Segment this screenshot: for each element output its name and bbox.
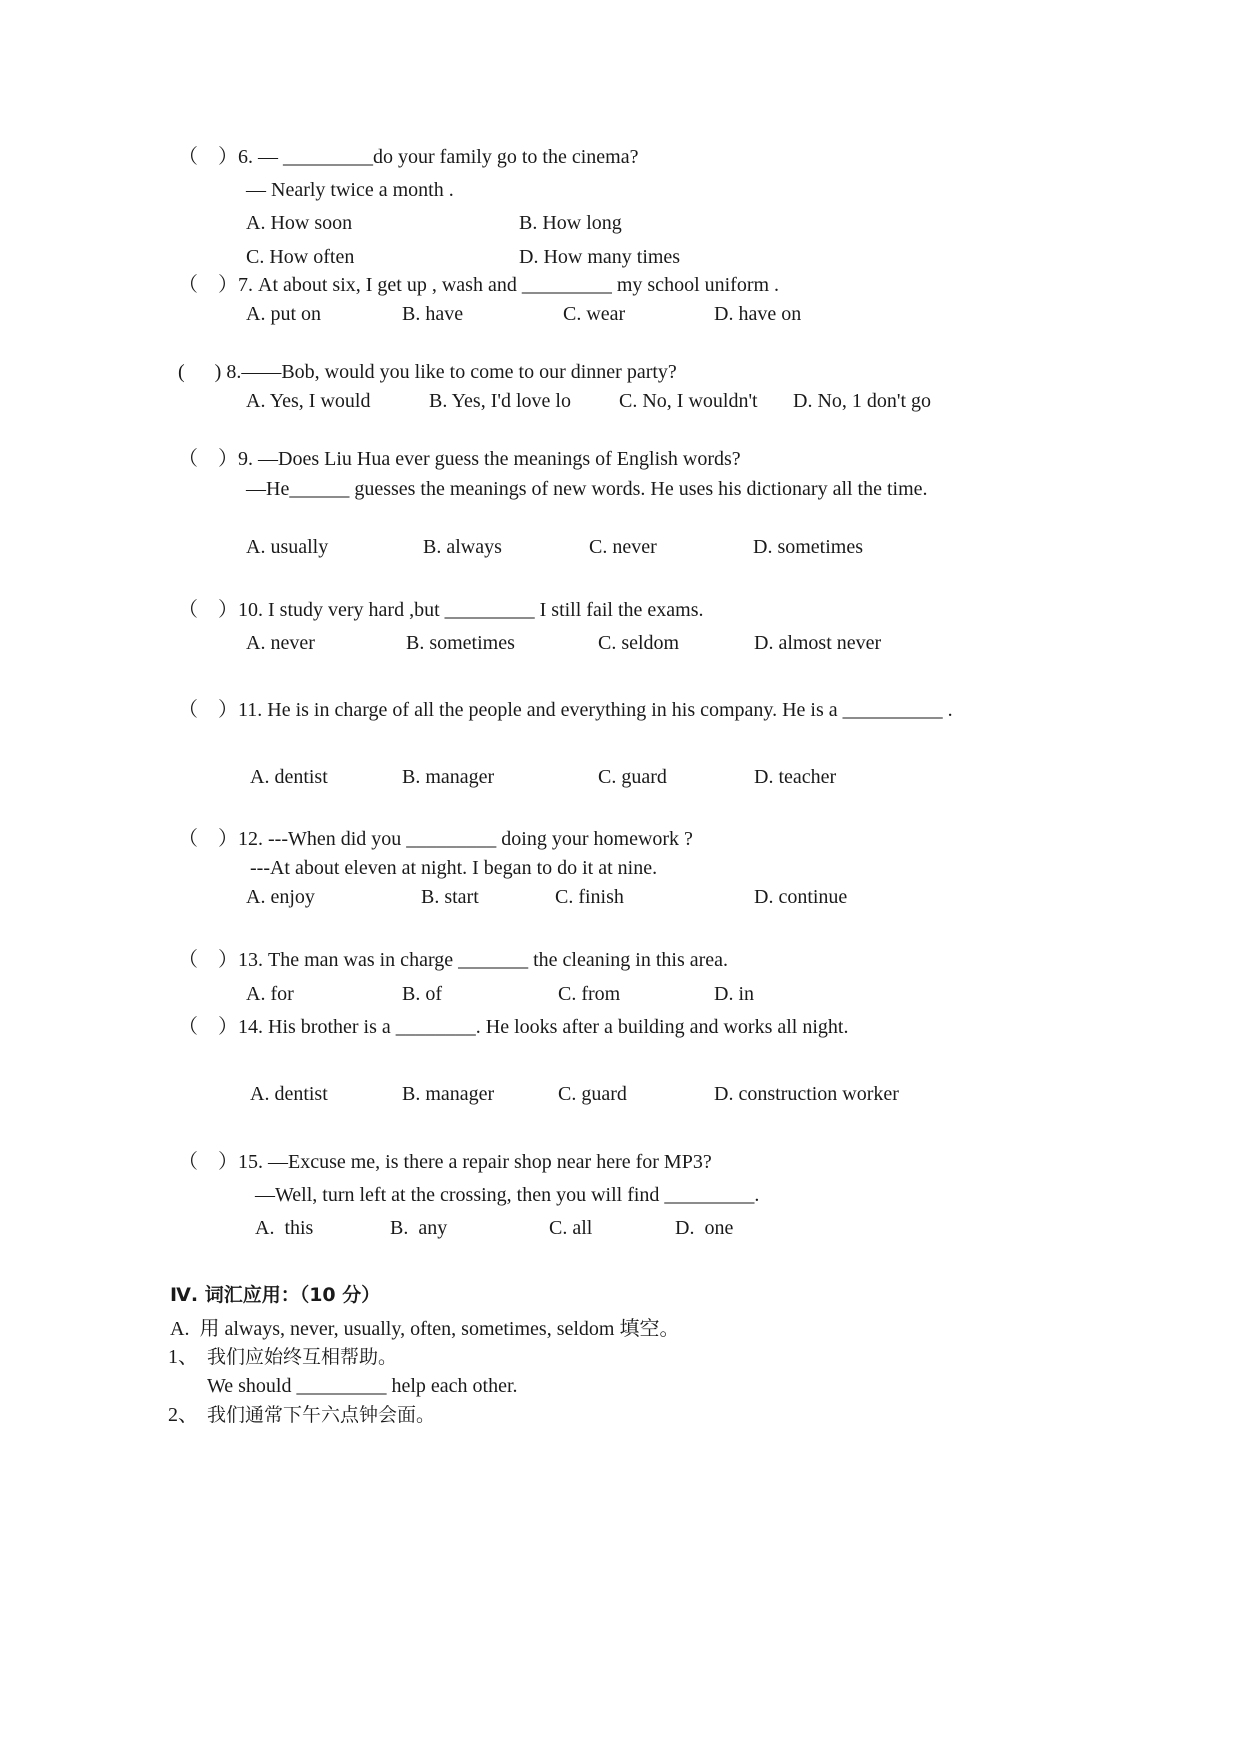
question-15-stem: （ ）15. —Excuse me, is there a repair shop near here for MP3? [178, 1151, 712, 1173]
item-1-english: We should _________ help each other. [207, 1375, 518, 1397]
question-7-option-a: A. put on [246, 303, 321, 325]
question-7-option-b: B. have [402, 303, 464, 325]
question-10-option-c: C. seldom [598, 632, 680, 654]
question-10-option-d: D. almost never [754, 632, 882, 654]
item-1-number: 1、 [168, 1346, 198, 1368]
question-14-option-c: C. guard [558, 1083, 627, 1105]
question-7-option-c: C. wear [563, 303, 626, 325]
question-11-option-d: D. teacher [754, 766, 837, 788]
question-8-option-b: B. Yes, I'd love lo [429, 390, 571, 412]
question-8-stem: ( ) 8.——Bob, would you like to come to our dinner party? [178, 361, 677, 383]
item-1-chinese: 我们应始终互相帮助。 [207, 1346, 398, 1368]
question-7-option-d: D. have on [714, 303, 802, 325]
question-11-stem: （ ）11. He is in charge of all the people and everything in his company. He is a __________ . [178, 699, 953, 721]
question-6-stem: （ ）6. — _________do your family go to the cinema? [178, 146, 639, 168]
section-4-instruction: A. 用 always, never, usually, often, sometimes, seldom 填空。 [170, 1318, 680, 1340]
question-15-option-c: C. all [549, 1217, 593, 1239]
question-10-option-b: B. sometimes [406, 632, 515, 654]
question-9-option-a: A. usually [246, 536, 329, 558]
question-8-option-d: D. No, 1 don't go [793, 390, 932, 412]
question-6-option-c: C. How often [246, 246, 355, 268]
question-15-option-d: D. one [675, 1217, 734, 1239]
item-2-number: 2、 [168, 1404, 198, 1426]
question-12-option-a: A. enjoy [246, 886, 315, 908]
question-8-option-c: C. No, I wouldn't [619, 390, 758, 412]
question-14-option-b: B. manager [402, 1083, 495, 1105]
question-12-stem: （ ）12. ---When did you _________ doing your homework ? [178, 828, 693, 850]
question-13-option-d: D. in [714, 983, 754, 1005]
question-8-option-a: A. Yes, I would [246, 390, 371, 412]
question-10-stem: （ ）10. I study very hard ,but _________ I still fail the exams. [178, 599, 704, 621]
question-9-option-c: C. never [589, 536, 657, 558]
question-13-option-b: B. of [402, 983, 442, 1005]
question-15-answer-line: —Well, turn left at the crossing, then you will find _________. [255, 1184, 760, 1206]
question-12-option-c: C. finish [555, 886, 624, 908]
question-6-answer-line: — Nearly twice a month . [246, 179, 454, 201]
question-6-option-b: B. How long [519, 212, 622, 234]
question-11-option-b: B. manager [402, 766, 495, 788]
question-12-option-b: B. start [421, 886, 479, 908]
section-4-heading: Ⅳ. 词汇应用：（10 分） [170, 1284, 381, 1306]
question-10-option-a: A. never [246, 632, 315, 654]
question-12-option-d: D. continue [754, 886, 848, 908]
question-11-option-a: A. dentist [250, 766, 328, 788]
question-7-stem: （ ）7. At about six, I get up , wash and _________ my school uniform . [178, 274, 780, 296]
question-14-stem: （ ）14. His brother is a ________. He looks after a building and works all night. [178, 1016, 849, 1038]
question-12-answer-line: ---At about eleven at night. I began to do it at nine. [250, 857, 658, 879]
question-15-option-a: A. this [255, 1217, 314, 1239]
question-6-option-d: D. How many times [519, 246, 681, 268]
item-2-chinese: 我们通常下午六点钟会面。 [207, 1404, 436, 1426]
question-9-answer-line: —He______ guesses the meanings of new words. He uses his dictionary all the time. [246, 478, 928, 500]
question-11-option-c: C. guard [598, 766, 667, 788]
question-13-option-c: C. from [558, 983, 621, 1005]
question-6-option-a: A. How soon [246, 212, 353, 234]
question-15-option-b: B. any [390, 1217, 448, 1239]
question-14-option-a: A. dentist [250, 1083, 328, 1105]
question-9-stem: （ ）9. —Does Liu Hua ever guess the meanings of English words? [178, 448, 741, 470]
question-14-option-d: D. construction worker [714, 1083, 899, 1105]
question-9-option-b: B. always [423, 536, 502, 558]
question-13-stem: （ ）13. The man was in charge _______ the cleaning in this area. [178, 949, 729, 971]
question-13-option-a: A. for [246, 983, 294, 1005]
question-9-option-d: D. sometimes [753, 536, 863, 558]
